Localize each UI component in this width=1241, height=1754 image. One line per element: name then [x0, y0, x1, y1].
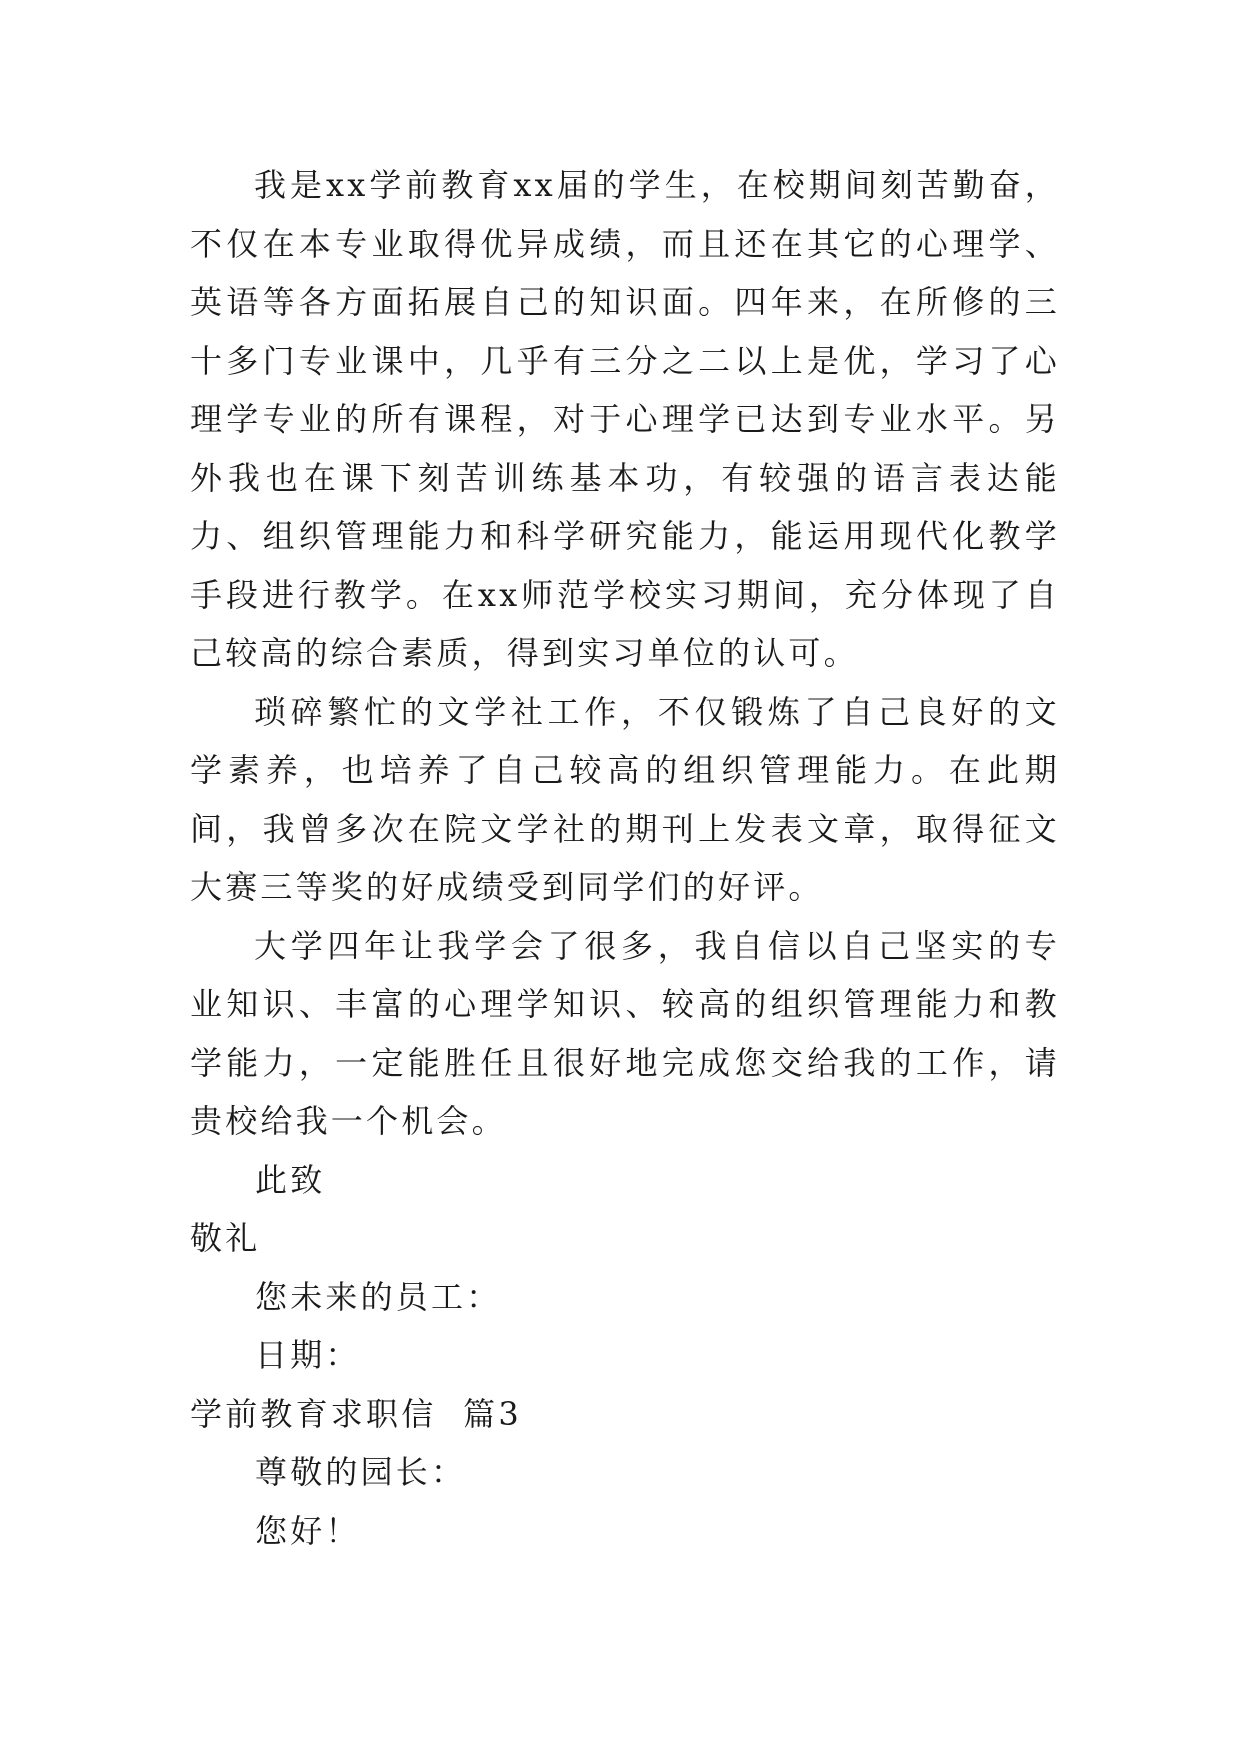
document-body	[190, 156, 1060, 1560]
paragraph-conclusion: 大学四年让我学会了很多，我自信以自己坚实的专业知识、丰富的心理学知识、较高的组织管理能力和教学能力，一定能胜任且很好地完成您交给我的工作，请贵校给我一个机会。	[190, 926, 1060, 1140]
closing-jing-li: 敬礼	[190, 1219, 261, 1257]
salutation-line: 尊敬的园长：	[255, 1453, 467, 1491]
paragraph-literature-club: 琐碎繁忙的文学社工作，不仅锻炼了自己良好的文学素养，也培养了自己较高的组织管理能力。在此期间，我曾多次在院文学社的期刊上发表文章，取得征文大赛三等奖的好成绩受到同学们的好评。	[190, 692, 1060, 906]
signature-line: 您未来的员工：	[255, 1277, 502, 1316]
date-line: 日期：	[255, 1336, 361, 1374]
greeting-line: 您好！	[255, 1511, 361, 1550]
section-title: 学前教育求职信 篇3	[190, 1394, 522, 1433]
paragraph-education: 我是xx学前教育xx届的学生，在校期间刻苦勤奋，不仅在本专业取得优异成绩，而且还在其它的心理学、英语等各方面拓展自己的知识面。四年来，在所修的三十多门专业课中，几乎有三分之二以上是优，学习了心理学专业的所有课程，对于心理学已达到专业水平。另外我也在课下刻苦训练基本功，有较强的语言表达能力、组织管理能力和科学研究能力，能运用现代化教学手段进行教学。在xx师范学校实习期间，充分体现了自己较高的综合素质，得到实习单位的认可。	[190, 166, 1060, 672]
closing-ci-zhi: 此致	[255, 1160, 326, 1199]
